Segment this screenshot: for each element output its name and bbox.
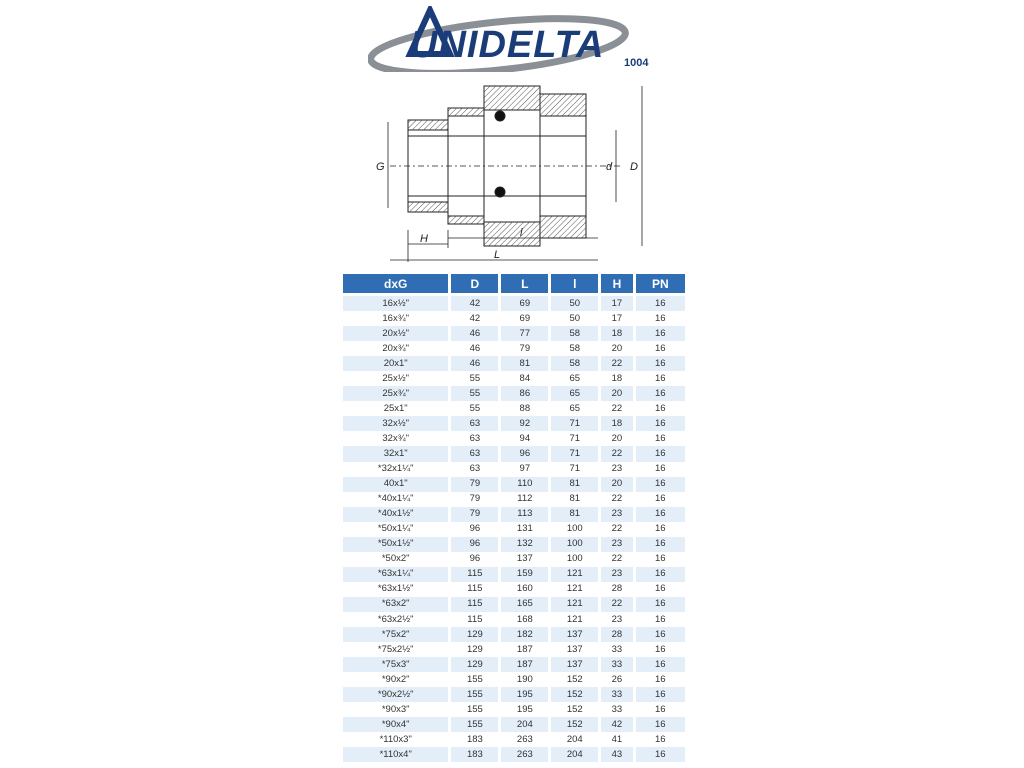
table-cell-l-total: 204 — [501, 717, 548, 732]
table-cell-d: 155 — [451, 717, 498, 732]
table-cell-l: 71 — [551, 416, 598, 431]
table-cell-dxg: *90x3" — [343, 702, 448, 717]
table-cell-d: 129 — [451, 627, 498, 642]
table-cell-l-total: 94 — [501, 431, 548, 446]
table-cell-l: 81 — [551, 477, 598, 492]
table-cell-pn: 16 — [636, 416, 685, 431]
table-cell-d: 115 — [451, 597, 498, 612]
table-cell-l: 121 — [551, 612, 598, 627]
table-row — [343, 597, 685, 612]
table-cell-dxg: *75x2" — [343, 627, 448, 642]
table-cell-pn: 16 — [636, 642, 685, 657]
table-row — [343, 296, 685, 311]
table-cell-d: 115 — [451, 582, 498, 597]
table-cell-dxg: *63x1½" — [343, 582, 448, 597]
table-row — [343, 657, 685, 672]
dim-label-D: D — [630, 161, 638, 173]
table-row — [343, 732, 685, 747]
table-row — [343, 672, 685, 687]
table-cell-h: 23 — [601, 567, 632, 582]
table-row — [343, 747, 685, 762]
table-cell-d: 46 — [451, 341, 498, 356]
table-cell-l: 71 — [551, 446, 598, 461]
table-cell-l-total: 131 — [501, 522, 548, 537]
table-cell-pn: 16 — [636, 462, 685, 477]
table-cell-l-total: 168 — [501, 612, 548, 627]
table-cell-h: 33 — [601, 687, 632, 702]
col-header-l: l — [551, 274, 598, 293]
col-header-dxg: dxG — [343, 274, 448, 293]
table-row — [343, 537, 685, 552]
table-row — [343, 552, 685, 567]
table-row — [343, 612, 685, 627]
table-cell-l-total: 263 — [501, 732, 548, 747]
table-cell-d: 79 — [451, 492, 498, 507]
table-cell-dxg: *50x2" — [343, 552, 448, 567]
table-cell-d: 155 — [451, 687, 498, 702]
table-row — [343, 386, 685, 401]
table-cell-dxg: *50x1¼" — [343, 522, 448, 537]
table-cell-h: 22 — [601, 446, 632, 461]
table-cell-l-total: 137 — [501, 552, 548, 567]
table-cell-pn: 16 — [636, 341, 685, 356]
table-row — [343, 356, 685, 371]
table-row — [343, 431, 685, 446]
table-row — [343, 567, 685, 582]
table-cell-pn: 16 — [636, 732, 685, 747]
dim-label-L: L — [494, 249, 501, 261]
table-row — [343, 446, 685, 461]
table-cell-d: 42 — [451, 296, 498, 311]
table-cell-l-total: 81 — [501, 356, 548, 371]
o-ring-top — [495, 111, 505, 121]
table-body — [343, 296, 685, 762]
table-cell-h: 17 — [601, 311, 632, 326]
table-cell-l: 65 — [551, 371, 598, 386]
table-cell-l-total: 92 — [501, 416, 548, 431]
table-cell-h: 42 — [601, 717, 632, 732]
table-row — [343, 311, 685, 326]
table-cell-dxg: *63x1¼" — [343, 567, 448, 582]
table-cell-d: 55 — [451, 371, 498, 386]
table-cell-dxg: 20x1" — [343, 356, 448, 371]
table-cell-d: 115 — [451, 567, 498, 582]
table-cell-l: 71 — [551, 462, 598, 477]
table-header-row — [343, 274, 685, 293]
dimensions-table — [340, 274, 688, 762]
table-cell-l-total: 88 — [501, 401, 548, 416]
table-cell-d: 155 — [451, 702, 498, 717]
table-cell-dxg: *90x2" — [343, 672, 448, 687]
product-code: 1004 — [624, 57, 649, 69]
table-cell-d: 63 — [451, 431, 498, 446]
table-cell-pn: 16 — [636, 582, 685, 597]
table-cell-l-total: 84 — [501, 371, 548, 386]
table-cell-dxg: *63x2½" — [343, 612, 448, 627]
table-cell-l: 50 — [551, 296, 598, 311]
table-cell-l-total: 97 — [501, 462, 548, 477]
table-cell-h: 20 — [601, 386, 632, 401]
table-cell-dxg: 25x½" — [343, 371, 448, 386]
table-cell-l-total: 113 — [501, 507, 548, 522]
table-cell-l: 204 — [551, 732, 598, 747]
table-cell-h: 22 — [601, 356, 632, 371]
table-cell-d: 63 — [451, 446, 498, 461]
table-cell-dxg: *40x1½" — [343, 507, 448, 522]
table-cell-pn: 16 — [636, 702, 685, 717]
table-cell-pn: 16 — [636, 522, 685, 537]
table-cell-l: 152 — [551, 687, 598, 702]
table-cell-l: 152 — [551, 702, 598, 717]
table-cell-d: 79 — [451, 477, 498, 492]
table-cell-d: 129 — [451, 657, 498, 672]
table-cell-l-total: 132 — [501, 537, 548, 552]
table-cell-h: 23 — [601, 537, 632, 552]
table-cell-dxg: *32x1¼" — [343, 462, 448, 477]
table-cell-d: 115 — [451, 612, 498, 627]
table-cell-pn: 16 — [636, 687, 685, 702]
col-header-D: D — [451, 274, 498, 293]
table-cell-l: 71 — [551, 431, 598, 446]
table-cell-l-total: 69 — [501, 311, 548, 326]
table-cell-h: 28 — [601, 582, 632, 597]
table-cell-l-total: 69 — [501, 296, 548, 311]
table-cell-h: 23 — [601, 612, 632, 627]
table-cell-l: 65 — [551, 386, 598, 401]
table-cell-dxg: *110x3" — [343, 732, 448, 747]
table-cell-l-total: 77 — [501, 326, 548, 341]
table-cell-h: 41 — [601, 732, 632, 747]
table-row — [343, 326, 685, 341]
table-cell-h: 23 — [601, 507, 632, 522]
table-cell-d: 46 — [451, 356, 498, 371]
table-cell-h: 28 — [601, 627, 632, 642]
table-cell-d: 55 — [451, 386, 498, 401]
table-cell-l: 152 — [551, 672, 598, 687]
table-cell-d: 96 — [451, 537, 498, 552]
table-cell-h: 20 — [601, 431, 632, 446]
table-cell-pn: 16 — [636, 356, 685, 371]
table-cell-pn: 16 — [636, 386, 685, 401]
table-cell-l-total: 263 — [501, 747, 548, 762]
dim-label-l: l — [520, 227, 523, 239]
table-cell-pn: 16 — [636, 597, 685, 612]
table-cell-h: 33 — [601, 657, 632, 672]
table-cell-l-total: 110 — [501, 477, 548, 492]
table-cell-dxg: *110x4" — [343, 747, 448, 762]
table-cell-l-total: 187 — [501, 657, 548, 672]
table-cell-l: 50 — [551, 311, 598, 326]
table-cell-l-total: 165 — [501, 597, 548, 612]
col-header-H: H — [601, 274, 632, 293]
table-cell-l: 81 — [551, 507, 598, 522]
table-cell-d: 96 — [451, 522, 498, 537]
table-cell-d: 155 — [451, 672, 498, 687]
table-cell-l-total: 190 — [501, 672, 548, 687]
table-cell-l: 204 — [551, 747, 598, 762]
table-cell-d: 46 — [451, 326, 498, 341]
table-cell-l: 121 — [551, 567, 598, 582]
table-cell-h: 22 — [601, 522, 632, 537]
table-cell-pn: 16 — [636, 477, 685, 492]
fitting-technical-drawing — [360, 80, 660, 270]
table-cell-l: 81 — [551, 492, 598, 507]
table-row — [343, 416, 685, 431]
table-cell-h: 22 — [601, 401, 632, 416]
table-cell-l: 152 — [551, 717, 598, 732]
table-cell-h: 20 — [601, 341, 632, 356]
table-cell-pn: 16 — [636, 747, 685, 762]
o-ring-bottom — [495, 187, 505, 197]
table-cell-h: 22 — [601, 552, 632, 567]
col-header-PN: PN — [636, 274, 685, 293]
table-cell-h: 22 — [601, 492, 632, 507]
table-row — [343, 341, 685, 356]
table-row — [343, 492, 685, 507]
table-cell-l-total: 187 — [501, 642, 548, 657]
table-cell-d: 129 — [451, 642, 498, 657]
table-cell-h: 33 — [601, 642, 632, 657]
dim-label-H: H — [420, 233, 428, 245]
table-cell-l: 58 — [551, 326, 598, 341]
table-cell-dxg: *75x3" — [343, 657, 448, 672]
table-cell-l-total: 159 — [501, 567, 548, 582]
table-cell-dxg: 20x½" — [343, 326, 448, 341]
table-cell-h: 23 — [601, 462, 632, 477]
table-cell-l: 121 — [551, 597, 598, 612]
table-cell-dxg: 32x¾" — [343, 431, 448, 446]
dim-label-G: G — [376, 161, 385, 173]
table-cell-pn: 16 — [636, 672, 685, 687]
table-cell-h: 18 — [601, 326, 632, 341]
table-row — [343, 462, 685, 477]
table-cell-dxg: *90x4" — [343, 717, 448, 732]
table-cell-pn: 16 — [636, 371, 685, 386]
table-cell-d: 183 — [451, 732, 498, 747]
table-cell-dxg: *50x1½" — [343, 537, 448, 552]
table-row — [343, 642, 685, 657]
table-cell-l: 121 — [551, 582, 598, 597]
table-cell-h: 43 — [601, 747, 632, 762]
table-cell-pn: 16 — [636, 326, 685, 341]
table-cell-l-total: 195 — [501, 702, 548, 717]
table-cell-dxg: 16x¾" — [343, 311, 448, 326]
table-row — [343, 522, 685, 537]
table-cell-pn: 16 — [636, 537, 685, 552]
table-cell-l: 58 — [551, 341, 598, 356]
table-row — [343, 717, 685, 732]
table-cell-dxg: 40x1" — [343, 477, 448, 492]
table-cell-l-total: 112 — [501, 492, 548, 507]
table-cell-h: 22 — [601, 597, 632, 612]
table-cell-l-total: 96 — [501, 446, 548, 461]
table-cell-l-total: 195 — [501, 687, 548, 702]
table-row — [343, 702, 685, 717]
table-row — [343, 507, 685, 522]
table-cell-l: 58 — [551, 356, 598, 371]
table-cell-d: 96 — [451, 552, 498, 567]
table-row — [343, 371, 685, 386]
table-cell-dxg: *75x2½" — [343, 642, 448, 657]
table-cell-d: 42 — [451, 311, 498, 326]
table-cell-l-total: 79 — [501, 341, 548, 356]
table-cell-l: 100 — [551, 537, 598, 552]
table-cell-dxg: *40x1¼" — [343, 492, 448, 507]
table-cell-h: 17 — [601, 296, 632, 311]
table-cell-l-total: 86 — [501, 386, 548, 401]
table-row — [343, 477, 685, 492]
table-cell-pn: 16 — [636, 431, 685, 446]
table-cell-pn: 16 — [636, 552, 685, 567]
table-cell-pn: 16 — [636, 612, 685, 627]
table-cell-l: 65 — [551, 401, 598, 416]
table-cell-l: 100 — [551, 552, 598, 567]
table-cell-pn: 16 — [636, 446, 685, 461]
table-cell-dxg: *63x2" — [343, 597, 448, 612]
table-cell-pn: 16 — [636, 507, 685, 522]
table-cell-h: 26 — [601, 672, 632, 687]
table-cell-d: 55 — [451, 401, 498, 416]
table-cell-l: 100 — [551, 522, 598, 537]
table-cell-pn: 16 — [636, 296, 685, 311]
table-cell-l-total: 160 — [501, 582, 548, 597]
table-row — [343, 627, 685, 642]
table-cell-dxg: 32x1" — [343, 446, 448, 461]
table-cell-dxg: 25x¾" — [343, 386, 448, 401]
table-cell-d: 63 — [451, 416, 498, 431]
brand-name: UNIDELTA — [410, 24, 605, 66]
table-cell-l: 137 — [551, 642, 598, 657]
dim-label-d: d — [606, 161, 613, 173]
col-header-L: L — [501, 274, 548, 293]
table-cell-h: 18 — [601, 416, 632, 431]
table-cell-pn: 16 — [636, 401, 685, 416]
table-row — [343, 687, 685, 702]
table-cell-dxg: 32x½" — [343, 416, 448, 431]
table-cell-dxg: 16x½" — [343, 296, 448, 311]
table-cell-pn: 16 — [636, 657, 685, 672]
table-cell-d: 79 — [451, 507, 498, 522]
table-cell-dxg: 25x1" — [343, 401, 448, 416]
table-row — [343, 401, 685, 416]
table-cell-d: 63 — [451, 462, 498, 477]
table-cell-l: 137 — [551, 627, 598, 642]
table-cell-l-total: 182 — [501, 627, 548, 642]
table-cell-d: 183 — [451, 747, 498, 762]
table-cell-l: 137 — [551, 657, 598, 672]
table-cell-dxg: *90x2½" — [343, 687, 448, 702]
table-cell-h: 18 — [601, 371, 632, 386]
table-cell-pn: 16 — [636, 311, 685, 326]
table-row — [343, 582, 685, 597]
table-cell-h: 33 — [601, 702, 632, 717]
table-cell-pn: 16 — [636, 492, 685, 507]
table-cell-dxg: 20x¾" — [343, 341, 448, 356]
table-cell-pn: 16 — [636, 567, 685, 582]
table-cell-pn: 16 — [636, 627, 685, 642]
table-cell-h: 20 — [601, 477, 632, 492]
table-cell-pn: 16 — [636, 717, 685, 732]
